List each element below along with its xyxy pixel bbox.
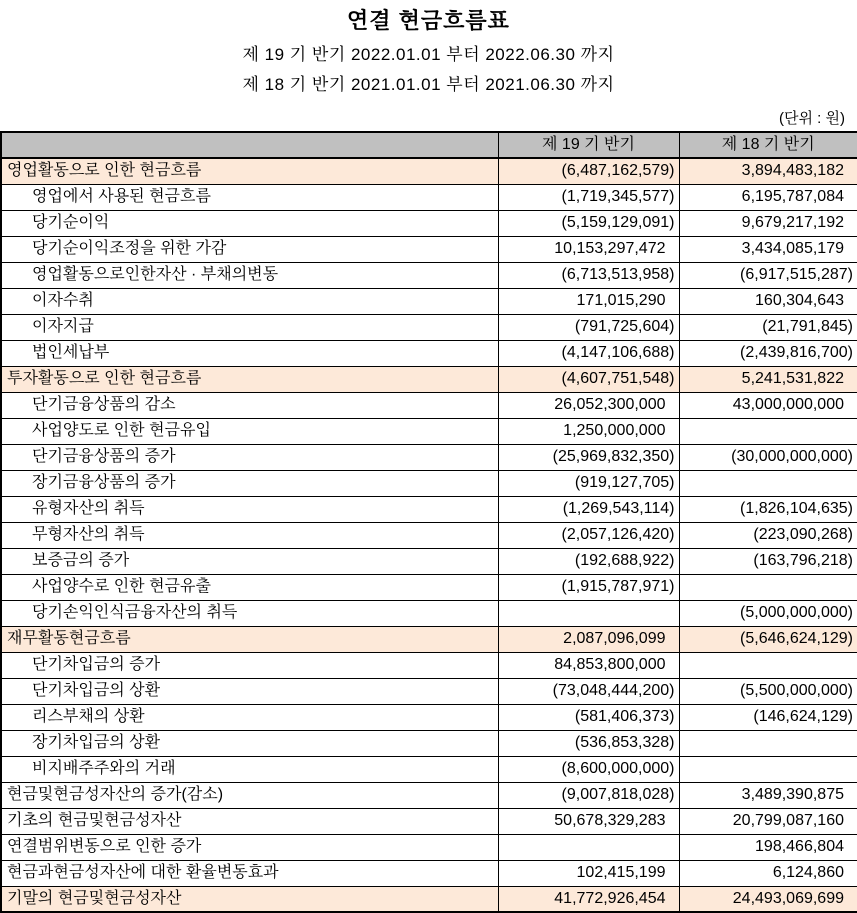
table-row bbox=[1, 626, 857, 652]
table-row bbox=[1, 210, 857, 236]
value-period-18: 6,124,860 bbox=[679, 860, 857, 886]
table-row bbox=[1, 886, 857, 912]
account-label: 유형자산의 취득 bbox=[1, 496, 498, 522]
value-period-18: (6,917,515,287) bbox=[679, 262, 857, 288]
value-period-19: (1,915,787,971) bbox=[498, 574, 679, 600]
value-period-18 bbox=[679, 418, 857, 444]
value-period-18: 20,799,087,160 bbox=[679, 808, 857, 834]
value-period-19: (536,853,328) bbox=[498, 730, 679, 756]
value-period-18: 3,434,085,179 bbox=[679, 236, 857, 262]
account-label: 사업양수로 인한 현금유출 bbox=[1, 574, 498, 600]
table-row bbox=[1, 418, 857, 444]
value-period-18: 43,000,000,000 bbox=[679, 392, 857, 418]
value-period-19: 41,772,926,454 bbox=[498, 886, 679, 912]
table-row bbox=[1, 600, 857, 626]
value-period-18: 9,679,217,192 bbox=[679, 210, 857, 236]
value-period-18: 3,894,483,182 bbox=[679, 158, 857, 184]
account-label: 리스부채의 상환 bbox=[1, 704, 498, 730]
column-header-period-19: 제 19 기 반기 bbox=[498, 132, 679, 158]
value-period-19: (581,406,373) bbox=[498, 704, 679, 730]
table-row bbox=[1, 444, 857, 470]
account-label: 연결범위변동으로 인한 증가 bbox=[1, 834, 498, 860]
account-label: 기초의 현금및현금성자산 bbox=[1, 808, 498, 834]
value-period-18: (5,000,000,000) bbox=[679, 600, 857, 626]
value-period-19: 1,250,000,000 bbox=[498, 418, 679, 444]
table-row bbox=[1, 548, 857, 574]
account-label: 영업활동으로 인한 현금흐름 bbox=[1, 158, 498, 184]
value-period-19: 26,052,300,000 bbox=[498, 392, 679, 418]
value-period-18 bbox=[679, 730, 857, 756]
value-period-19: (1,719,345,577) bbox=[498, 184, 679, 210]
table-row bbox=[1, 522, 857, 548]
value-period-19: 102,415,199 bbox=[498, 860, 679, 886]
account-label: 단기차입금의 증가 bbox=[1, 652, 498, 678]
account-label: 보증금의 증가 bbox=[1, 548, 498, 574]
table-row bbox=[1, 730, 857, 756]
value-period-19: 171,015,290 bbox=[498, 288, 679, 314]
value-period-18: (5,500,000,000) bbox=[679, 678, 857, 704]
table-row bbox=[1, 314, 857, 340]
account-label: 당기순이익조정을 위한 가감 bbox=[1, 236, 498, 262]
value-period-19: (25,969,832,350) bbox=[498, 444, 679, 470]
account-label: 단기차입금의 상환 bbox=[1, 678, 498, 704]
account-label: 법인세납부 bbox=[1, 340, 498, 366]
table-row bbox=[1, 496, 857, 522]
value-period-19: (919,127,705) bbox=[498, 470, 679, 496]
value-period-19: (6,713,513,958) bbox=[498, 262, 679, 288]
value-period-19: (73,048,444,200) bbox=[498, 678, 679, 704]
table-row bbox=[1, 184, 857, 210]
account-label: 이자수취 bbox=[1, 288, 498, 314]
column-header-period-18: 제 18 기 반기 bbox=[679, 132, 857, 158]
table-row bbox=[1, 340, 857, 366]
account-label: 당기순이익 bbox=[1, 210, 498, 236]
account-label: 단기금융상품의 증가 bbox=[1, 444, 498, 470]
account-label: 재무활동현금흐름 bbox=[1, 626, 498, 652]
value-period-18: (223,090,268) bbox=[679, 522, 857, 548]
cash-flow-table bbox=[0, 131, 857, 913]
value-period-19 bbox=[498, 600, 679, 626]
account-label: 비지배주주와의 거래 bbox=[1, 756, 498, 782]
value-period-18: 6,195,787,084 bbox=[679, 184, 857, 210]
table-row bbox=[1, 782, 857, 808]
value-period-19 bbox=[498, 834, 679, 860]
value-period-19: (5,159,129,091) bbox=[498, 210, 679, 236]
table-row bbox=[1, 158, 857, 184]
account-label: 단기금융상품의 감소 bbox=[1, 392, 498, 418]
value-period-19: (192,688,922) bbox=[498, 548, 679, 574]
value-period-19: (2,057,126,420) bbox=[498, 522, 679, 548]
value-period-18: 198,466,804 bbox=[679, 834, 857, 860]
value-period-18: (21,791,845) bbox=[679, 314, 857, 340]
account-label: 장기금융상품의 증가 bbox=[1, 470, 498, 496]
value-period-18: (1,826,104,635) bbox=[679, 496, 857, 522]
value-period-19: 10,153,297,472 bbox=[498, 236, 679, 262]
account-label: 기말의 현금및현금성자산 bbox=[1, 886, 498, 912]
table-row bbox=[1, 860, 857, 886]
column-header-account bbox=[1, 132, 498, 158]
value-period-19: (1,269,543,114) bbox=[498, 496, 679, 522]
value-period-18 bbox=[679, 652, 857, 678]
value-period-18: 5,241,531,822 bbox=[679, 366, 857, 392]
page-title: 연결 현금흐름표 bbox=[347, 8, 510, 33]
table-row bbox=[1, 366, 857, 392]
account-label: 무형자산의 취득 bbox=[1, 522, 498, 548]
account-label: 사업양도로 인한 현금유입 bbox=[1, 418, 498, 444]
table-row bbox=[1, 470, 857, 496]
table-row bbox=[1, 392, 857, 418]
value-period-18 bbox=[679, 574, 857, 600]
unit-note: (단위 : 원) bbox=[779, 110, 845, 127]
account-label: 영업활동으로인한자산 · 부채의변동 bbox=[1, 262, 498, 288]
value-period-19: 2,087,096,099 bbox=[498, 626, 679, 652]
value-period-19: 50,678,329,283 bbox=[498, 808, 679, 834]
value-period-19: (4,607,751,548) bbox=[498, 366, 679, 392]
value-period-19: (6,487,162,579) bbox=[498, 158, 679, 184]
account-label: 당기손익인식금융자산의 취득 bbox=[1, 600, 498, 626]
account-label: 영업에서 사용된 현금흐름 bbox=[1, 184, 498, 210]
value-period-19: (8,600,000,000) bbox=[498, 756, 679, 782]
value-period-19: (9,007,818,028) bbox=[498, 782, 679, 808]
account-label: 이자지급 bbox=[1, 314, 498, 340]
table-row bbox=[1, 652, 857, 678]
value-period-19: 84,853,800,000 bbox=[498, 652, 679, 678]
account-label: 투자활동으로 인한 현금흐름 bbox=[1, 366, 498, 392]
account-label: 현금및현금성자산의 증가(감소) bbox=[1, 782, 498, 808]
value-period-19: (4,147,106,688) bbox=[498, 340, 679, 366]
account-label: 현금과현금성자산에 대한 환율변동효과 bbox=[1, 860, 498, 886]
value-period-19: (791,725,604) bbox=[498, 314, 679, 340]
value-period-18: 160,304,643 bbox=[679, 288, 857, 314]
table-row bbox=[1, 262, 857, 288]
period-line-current: 제 19 기 반기 2022.01.01 부터 2022.06.30 까지 bbox=[242, 45, 615, 64]
value-period-18: (5,646,624,129) bbox=[679, 626, 857, 652]
table-row bbox=[1, 756, 857, 782]
table-row bbox=[1, 236, 857, 262]
value-period-18: (2,439,816,700) bbox=[679, 340, 857, 366]
value-period-18: (30,000,000,000) bbox=[679, 444, 857, 470]
table-row bbox=[1, 574, 857, 600]
value-period-18: 3,489,390,875 bbox=[679, 782, 857, 808]
value-period-18: (163,796,218) bbox=[679, 548, 857, 574]
table-row bbox=[1, 834, 857, 860]
value-period-18: 24,493,069,699 bbox=[679, 886, 857, 912]
value-period-18: (146,624,129) bbox=[679, 704, 857, 730]
table-row bbox=[1, 678, 857, 704]
table-row bbox=[1, 704, 857, 730]
table-row bbox=[1, 808, 857, 834]
value-period-18 bbox=[679, 470, 857, 496]
period-line-prior: 제 18 기 반기 2021.01.01 부터 2021.06.30 까지 bbox=[242, 75, 615, 94]
value-period-18 bbox=[679, 756, 857, 782]
table-header-row bbox=[1, 132, 857, 158]
account-label: 장기차입금의 상환 bbox=[1, 730, 498, 756]
table-row bbox=[1, 288, 857, 314]
